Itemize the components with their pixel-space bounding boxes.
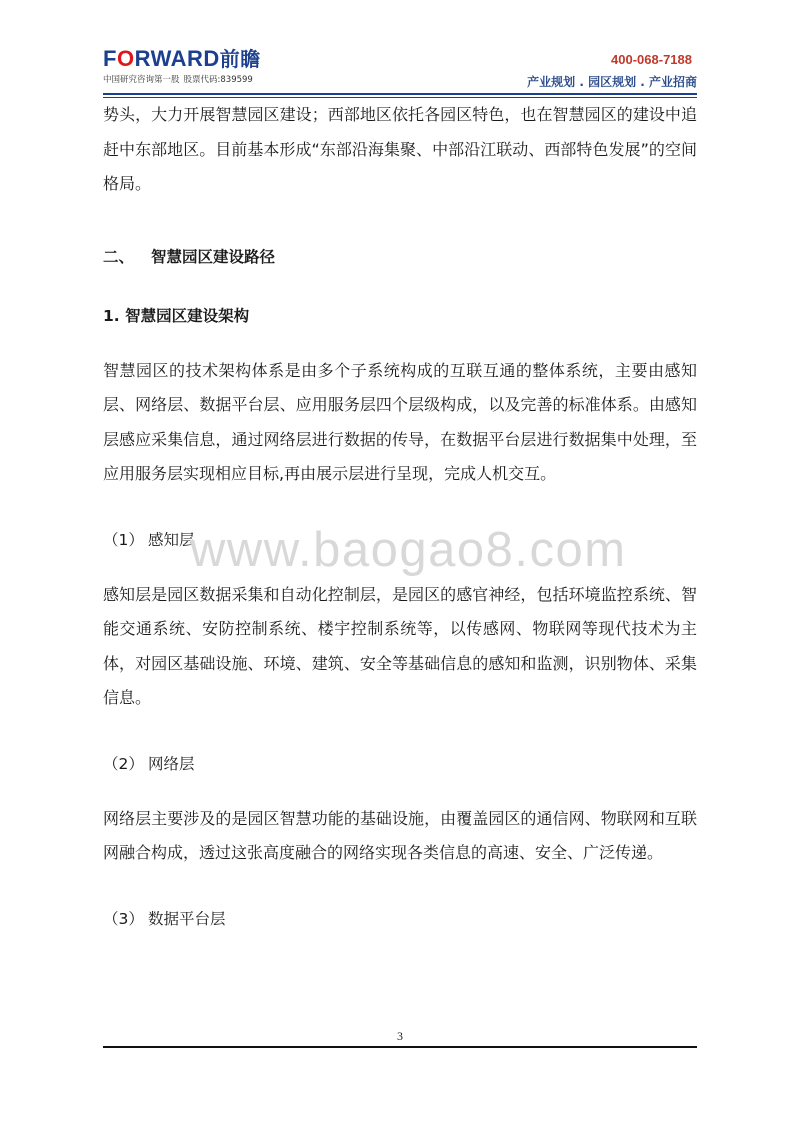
layer2-heading (103, 752, 697, 776)
logo-letters-rward: RWARD (134, 46, 220, 71)
logo-wordmark (103, 48, 261, 70)
header-slogan: 产业规划 . 园区规划 . 产业招商 (527, 75, 697, 89)
contact-phone: 400-068-7188 (611, 52, 692, 67)
logo-letter-o: O (116, 46, 135, 71)
layer3-heading (103, 907, 697, 931)
company-description: 中国研究咨询第一股 (103, 75, 180, 85)
logo-letter-f: F (103, 46, 117, 71)
footer-divider (103, 1046, 697, 1048)
layer1-number: （1） (103, 530, 144, 549)
layer1-paragraph: 感知层是园区数据采集和自动化控制层，是园区的感官神经，包括环境监控系统、智能交通系统、安防控制系统、楼宇控制系统等，以传感网、物联网等现代技术为主体，对园区基础设施、环境、建筑、安全等基础信息的感知和监测，识别物体、采集信息。 (103, 584, 697, 707)
layer2-paragraph: 网络层主要涉及的是园区智慧功能的基础设施，由覆盖园区的通信网、物联网和互联网融合构成，透过这张高度融合的网络实现各类信息的高速、安全、广泛传递。 (103, 808, 697, 862)
page-number: 3 (397, 1029, 403, 1043)
section-title: 智慧园区建设路径 (151, 247, 276, 266)
stock-code: 股票代码:839599 (183, 75, 253, 85)
layer3-title: 数据平台层 (148, 909, 226, 928)
company-logo (103, 48, 261, 85)
section-number: 二、 (103, 247, 135, 266)
intro-paragraph: 势头，大力开展智慧园区建设；西部地区依托各园区特色，也在智慧园区的建设中追赶中东部地区。目前基本形成“东部沿海集聚、中部沿江联动、西部特色发展”的空间格局。 (103, 105, 697, 193)
document-body (103, 98, 697, 931)
architecture-paragraph: 智慧园区的技术架构体系是由多个子系统构成的互联互通的整体系统，主要由感知层、网络层、数据平台层、应用服务层四个层级构成，以及完善的标准体系。由感知层感应采集信息，通过网络层进行数据的传导，在数据平台层进行数据集中处理，至应用服务层实现相应目标,再由展示层进行呈现，完成人机交互。 (103, 360, 697, 483)
section-heading (103, 245, 697, 269)
watermark: www.baogao8.com (190, 523, 627, 577)
logo-chinese: 前瞻 (219, 47, 261, 71)
layer2-number: （2） (103, 754, 144, 773)
page-header (0, 0, 800, 96)
layer2-title: 网络层 (148, 754, 195, 773)
header-divider (103, 93, 697, 95)
layer1-title: 感知层 (148, 530, 195, 549)
logo-subtitle (103, 73, 261, 85)
layer3-number: （3） (103, 909, 144, 928)
subsection-heading: 1. 智慧园区建设架构 (103, 306, 250, 325)
